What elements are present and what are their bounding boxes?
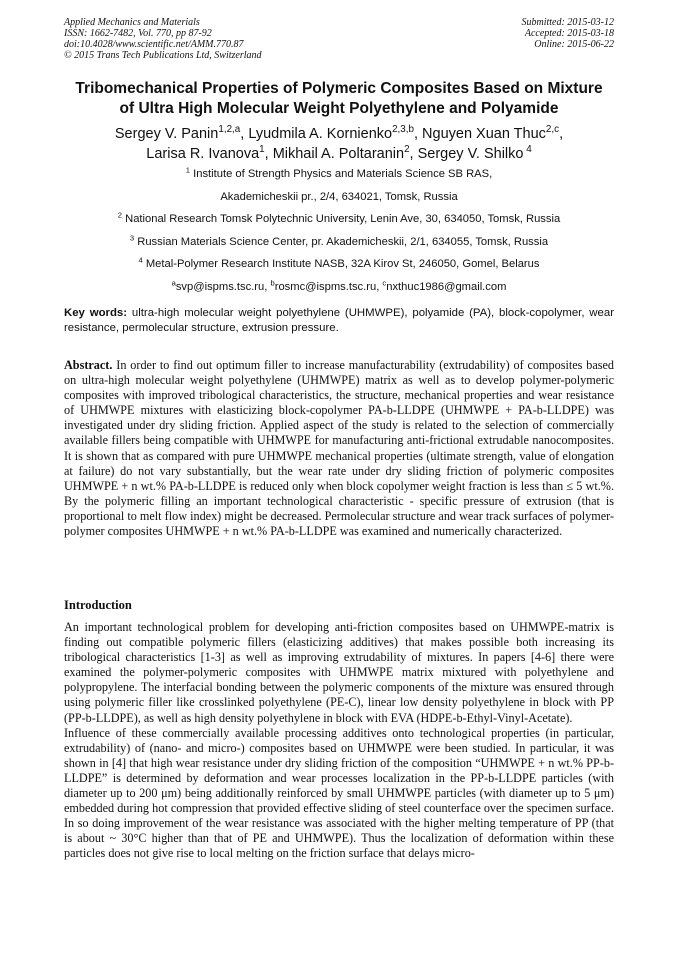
section-heading: Introduction xyxy=(64,598,132,612)
email-link[interactable]: svp@ispms.tsc.ru, xyxy=(175,280,271,293)
email-line: $^a$svp@ispms.tsc.ru, $^b$rosmc@ispms.tsc.ru, $^c$nxthuc1986@gmail.com xyxy=(171,277,507,293)
author: Sergey V. Shilko $^4$ xyxy=(417,144,532,162)
affiliation-line: $^4$ Metal-Polymer Research Institute NASB, 32A Kirov St, 246050, Gomel, Belarus xyxy=(138,255,540,270)
keywords-label: Key words: xyxy=(64,307,128,319)
author: Nguyen Xuan Thuc$^{2,c}$, xyxy=(422,124,564,142)
journal-name: Applied Mechanics and Materials xyxy=(64,17,200,28)
abstract xyxy=(64,358,614,539)
email-link[interactable]: rosmc@ispms.tsc.ru, xyxy=(274,280,383,293)
affiliation-line: Akademicheskii pr., 2/4, 634021, Tomsk, Russia xyxy=(220,190,458,203)
author: Lyudmila A. Kornienko$^{2,3,b}$, xyxy=(248,124,423,142)
paper-title xyxy=(40,79,638,119)
abstract-label: Abstract. xyxy=(64,358,113,372)
abstract-text: In order to find out optimum filler to increase manufacturability (extrudability) of composites based on ultra-high molecular weight polyethylene (UHMWPE) matrix as well as to develop polymer-polymeric composites with improved tribological characteristics, the structure, mechanical properties and wear resistance of UHMWPE mixtures with elasticizing block-copolymer PA-b-LLDPE (UHMWPE + PA-b-LLDPE) was investigated under dry sliding friction. Applied aspect of the study is related to the selection of commercially available fillers being compatible with UHMWPE for manufacturing anti-frictional extrudable nanocomposites. It is shown that as compared with pure UHMWPE mechanical properties (ultimate strength, value of elongation at failure) do not vary substantially, but the wear rate under dry sliding friction of polymeric composites UHMWPE + n wt.% PA-b-LLDPE is reduced only when block copolymer weight fraction is less than ≤ 5 wt.%. By the polymeric filling an important technological characteristic - specific pressure of extrusion (that is proportional to melt flow index) might be decreased. Permolecular structure and wear track surfaces of polymer-polymer composites UHMWPE + n wt.% PA-b-LLDPE was examined and numerically characterized. xyxy=(64,358,614,539)
affiliation-line: $^2$ National Research Tomsk Polytechnic University, Lenin Ave, 30, 634050, Tomsk, Russia xyxy=(117,210,561,225)
author-list xyxy=(40,124,638,164)
copyright: © 2015 Trans Tech Publications Ltd, Switzerland xyxy=(64,50,262,61)
publication-dates xyxy=(522,17,615,50)
author: Larisa R. Ivanova$^1$, xyxy=(146,144,273,162)
email-link[interactable]: nxthuc1986@gmail.com xyxy=(386,280,507,293)
title-line: of Ultra High Molecular Weight Polyethylene and Polyamide xyxy=(119,100,559,117)
affiliation-line: $^3$ Russian Materials Science Center, pr. Akademicheskii, 2/1, 634055, Tomsk, Russia xyxy=(129,232,549,248)
accepted-date: Accepted: 2015-03-18 xyxy=(524,28,614,39)
paragraph: An important technological problem for developing anti-friction composites based on UHMWPE-matrix is finding out compatible polymeric fillers (elasticizing additives) that makes possible both increasing its tribological characteristics [1-3] as well as improving extrudability of mixtures. In papers [4-6] there were examined the polymer-polymeric composites with UHMWPE matrix mixtured with polyethylene and polypropylene. The interfacial bonding between the polymeric components of the mixture was ensured through using polymeric filler like crosslinked polyethylene (PE-C), linear low density polyethylene in block with PP (PP-b-LLDPE), as well as high density polyethylene in block with EVA (HDPE-b-Ethyl-Vinyl-Acetate). xyxy=(64,620,614,725)
affiliations xyxy=(40,167,638,302)
paragraph: Influence of these commercially available processing additives onto technological properties (in particular, extrudability) of (nano- and micro-) composites based on UHMWPE were been studied. In particular, it was shown in [4] that high wear resistance under dry sliding friction of the composition “UHMWPE + n wt.% PP-b-LLDPE” is determined by deformation and wear processes localization in the PP-b-LLDPE particles (with diameter up to 200 μm) being additionally reinforced by small UHMWPE particles (with diameter up to 5 μm) embedded during hot compression that provided effective sliding of steel counterface over the specimen surface. In so doing improvement of the wear resistance was associated with the higher melting temperature of PP (that is about ~ 30°C higher than that of PE and UHMWPE). Thus the localization of deformation within these particles does not give rise to local melting on the friction surface that delays micro- xyxy=(64,725,614,861)
keywords xyxy=(64,306,614,336)
online-date: Online: 2015-06-22 xyxy=(534,39,614,50)
introduction-body xyxy=(64,620,614,862)
submitted-date: Submitted: 2015-03-12 xyxy=(521,17,614,28)
issn-volume: ISSN: 1662-7482, Vol. 770, pp 87-92 xyxy=(64,28,212,39)
title-line: Tribomechanical Properties of Polymeric Composites Based on Mixture xyxy=(75,80,603,97)
affiliation-line: $^1$ Institute of Strength Physics and Materials Science SB RAS, xyxy=(185,165,493,180)
journal-info xyxy=(64,17,262,61)
doi: doi:10.4028/www.scientific.net/AMM.770.87 xyxy=(64,39,244,50)
author: Mikhail A. Poltaranin$^2$, xyxy=(272,144,418,162)
keywords-text: ultra-high molecular weight polyethylene (UHMWPE), polyamide (PA), block-copolymer, wear resistance, permolecular structure, extrusion pressure. xyxy=(64,307,614,334)
author: Sergey V. Panin$^{1,2,a}$, xyxy=(114,124,249,142)
